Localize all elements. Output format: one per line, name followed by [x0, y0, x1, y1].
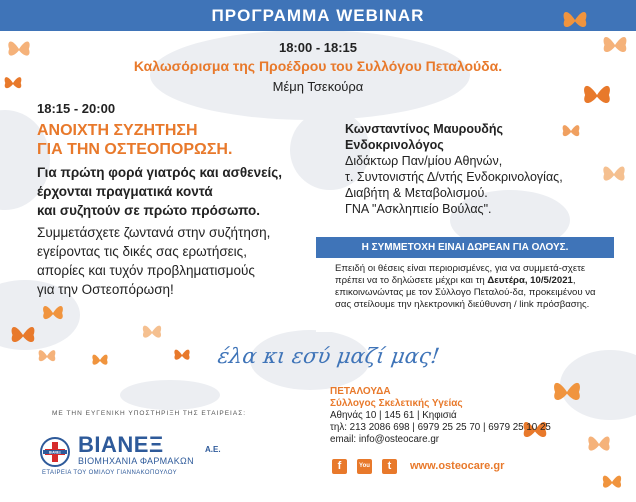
- slogan: έλα κι εσύ μαζί μας!: [216, 344, 441, 368]
- notice-text: [316, 258, 614, 311]
- butterfly-icon: [600, 470, 624, 494]
- butterfly-icon: [140, 320, 164, 344]
- sponsor-group: ΕΤΑΙΡΕΙΑ ΤΟΥ ΟΜΙΛΟΥ ΓΙΑΝΝΑΚΟΠΟΥΛΟΥ: [42, 470, 178, 476]
- session2-lead: [37, 163, 282, 220]
- butterfly-icon: [585, 430, 613, 458]
- body-line: Συμμετάσχετε ζωντανά στην συζήτηση,: [37, 225, 271, 240]
- notice-text-part: Επειδή οι θέσεις είναι περιορισμένες, για να συμμετά-σχετε πρέπει να το δηλώσετε μέχρι και τη: [335, 263, 586, 286]
- background-blob: [120, 380, 220, 410]
- org-name: ΠΕΤΑΛΟΥΔΑ: [330, 386, 391, 397]
- banner-title: ΠΡΟΓΡΑΜΜΑ WEBINAR: [0, 0, 636, 31]
- butterfly-icon: [8, 320, 38, 350]
- lead-line: και συζητούν σε πρώτο πρόσωπο.: [37, 203, 261, 218]
- butterfly-icon: [560, 5, 590, 35]
- session1-time: 18:00 - 18:15: [278, 40, 358, 55]
- body-line: εγείροντας τις δικές σας ερωτήσεις,: [37, 244, 247, 259]
- org-email[interactable]: email: info@osteocare.gr: [330, 434, 440, 445]
- twitter-icon[interactable]: t: [382, 459, 397, 474]
- org-subtitle: Σύλλογος Σκελετικής Υγείας: [330, 398, 463, 409]
- session1-speaker: Μέμη Τσεκούρα: [272, 79, 364, 94]
- notice-title: Η ΣΥΜΜΕΤΟΧΗ ΕΙΝΑΙ ΔΩΡΕΑΝ ΓΙΑ ΟΛΟΥΣ.: [316, 237, 614, 258]
- website-link[interactable]: www.osteocare.gr: [410, 460, 505, 472]
- body-line: απορίες και τυχόν προβληματισμούς: [37, 263, 255, 278]
- session1-title: Καλωσόρισμα της Προέδρου του Συλλόγου Πεταλούδα.: [133, 58, 503, 74]
- sponsor-name: ΒΙΑΝΕΞ: [78, 432, 164, 457]
- session2-heading: [37, 121, 232, 159]
- notice-text-part: , επικοινωνώντας με τον Σύλλογο Πεταλού-δα, προκειμένου να σας στείλουμε την ηλεκτρονική διεύθυνση / link πρόσβασης.: [335, 275, 596, 310]
- facebook-icon[interactable]: f: [332, 459, 347, 474]
- speaker-block: [345, 121, 563, 217]
- youtube-icon[interactable]: You: [357, 459, 372, 474]
- sponsor-subtitle: ΒΙΟΜΗΧΑΝΙΑ ΦΑΡΜΑΚΩΝ: [78, 456, 194, 466]
- logo-badge-text: ΒΙΑΝΕΞ: [49, 450, 61, 455]
- butterfly-icon: [550, 375, 584, 409]
- lead-line: Για πρώτη φορά γιατρός και ασθενείς,: [37, 165, 283, 180]
- butterfly-icon: [36, 345, 58, 367]
- lead-line: έρχονται πραγματικά κοντά: [37, 184, 213, 199]
- butterfly-icon: [560, 120, 582, 142]
- vianex-logo-icon: [40, 437, 70, 467]
- speaker-detail: τ. Συντονιστής Δ/ντής Ενδοκρινολογίας,: [345, 170, 563, 184]
- org-contact: [330, 386, 551, 446]
- speaker-name: Κωνσταντίνος Μαυρουδής: [345, 122, 504, 136]
- butterfly-icon: [40, 300, 66, 326]
- notice-deadline: Δευτέρα, 10/5/2021: [487, 275, 573, 286]
- body-line: για την Οστεοπόρωση!: [37, 282, 174, 297]
- butterfly-icon: [172, 345, 192, 365]
- sponsor-label: ΜΕ ΤΗΝ ΕΥΓΕΝΙΚΗ ΥΠΟΣΤΗΡΙΞΗ ΤΗΣ ΕΤΑΙΡΕΙΑΣ:: [52, 410, 247, 417]
- speaker-role: Ενδοκρινολόγος: [345, 138, 444, 152]
- butterfly-icon: [600, 160, 628, 188]
- heading-line: ΑΝΟΙΧΤΗ ΣΥΖΗΤΗΣΗ: [37, 122, 198, 139]
- org-address: Αθηνάς 10 | 145 61 | Κηφισιά: [330, 410, 457, 421]
- participation-notice: [316, 237, 614, 332]
- org-phone: τηλ: 213 2086 698 | 6979 25 25 70 | 6979 25 10 25: [330, 422, 551, 433]
- speaker-detail: Διδάκτωρ Παν/μίου Αθηνών,: [345, 154, 503, 168]
- sponsor-suffix: Α.Ε.: [205, 445, 221, 454]
- session2-body: [37, 223, 270, 299]
- butterfly-icon: [90, 350, 110, 370]
- heading-line: ΓΙΑ ΤΗΝ ΟΣΤΕΟΠΟΡΩΣΗ.: [37, 141, 233, 158]
- speaker-detail: Διαβήτη & Μεταβολισμού.: [345, 186, 488, 200]
- speaker-detail: ΓΝΑ "Ασκληπιείο Βούλας".: [345, 202, 492, 216]
- session2-time: 18:15 - 20:00: [37, 101, 116, 116]
